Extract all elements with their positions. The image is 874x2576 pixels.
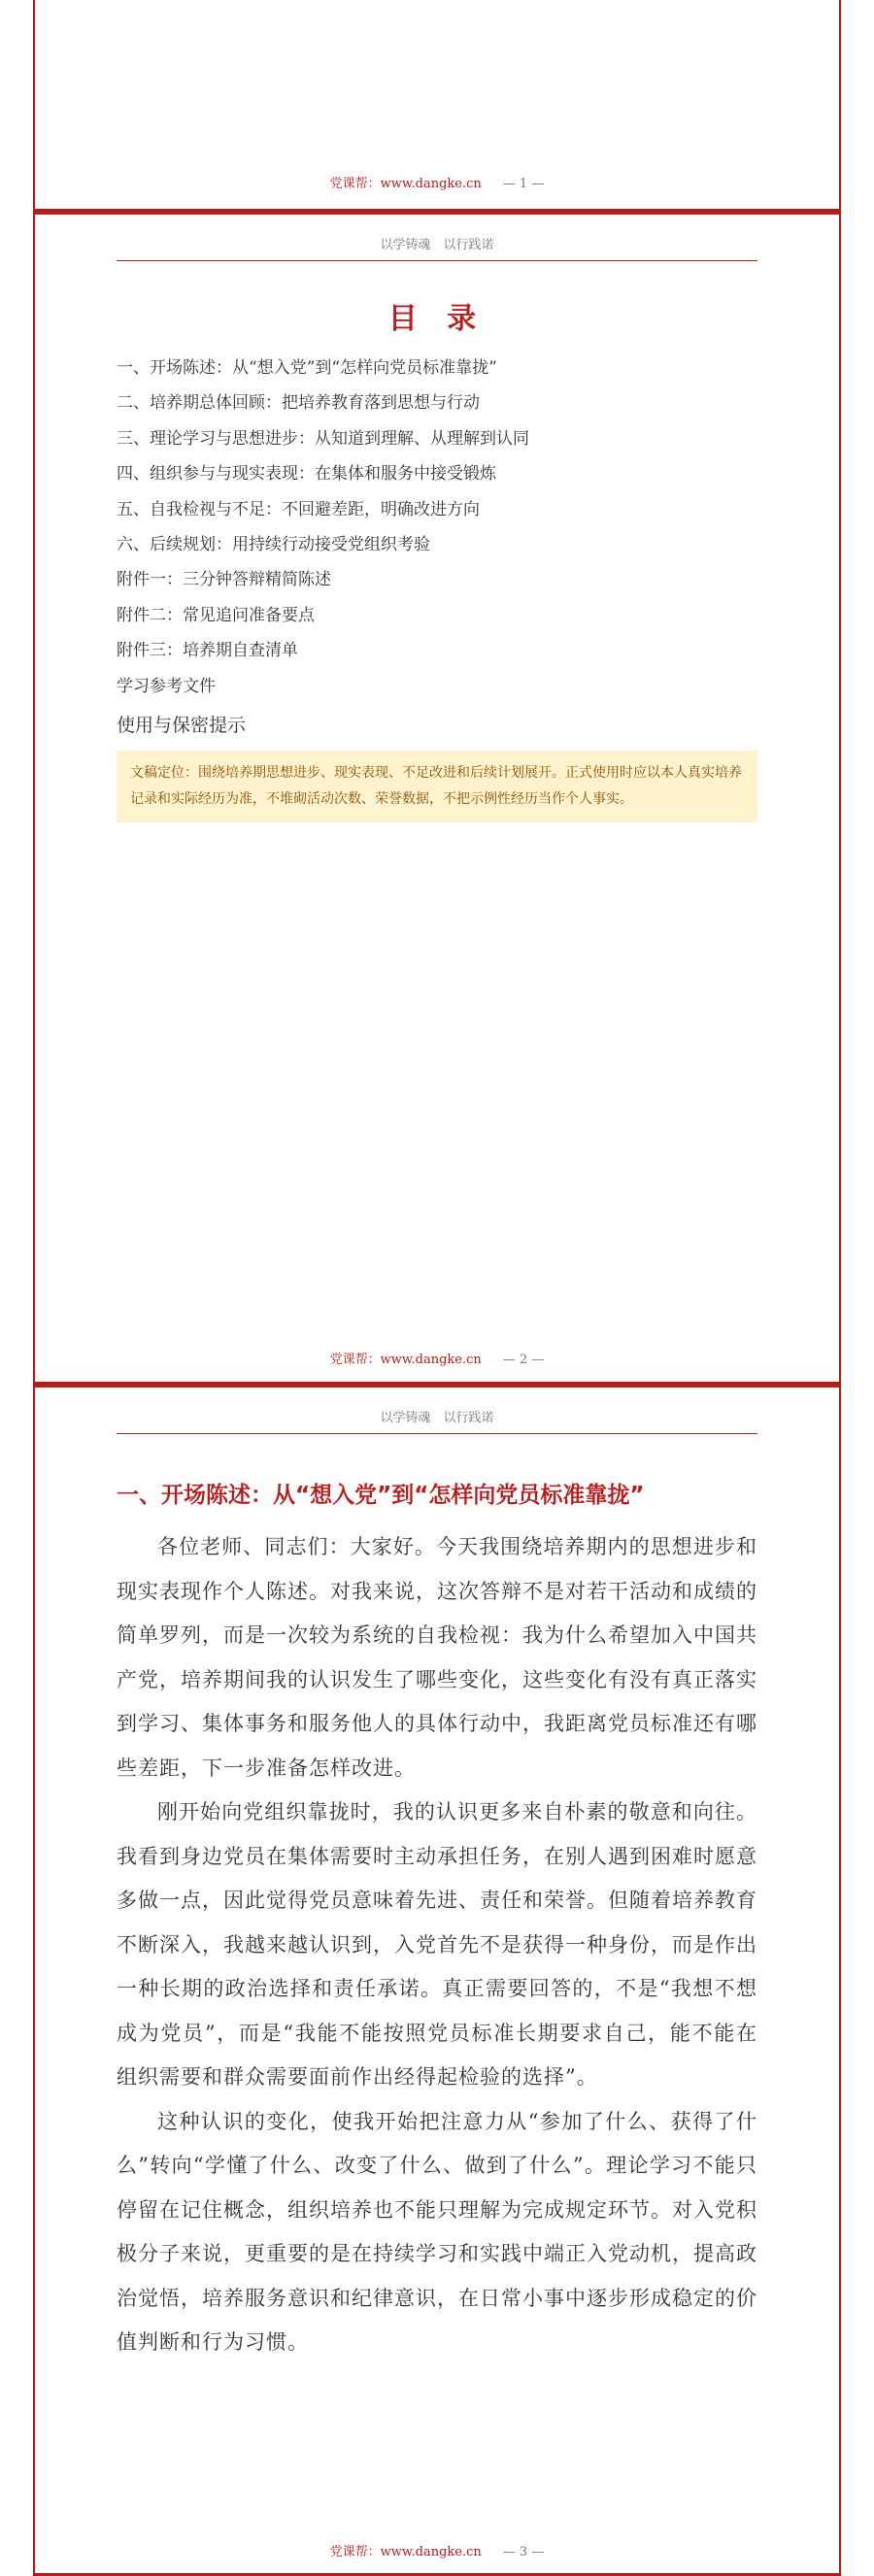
page-3	[33, 1385, 841, 2576]
page-2	[33, 212, 841, 1385]
positioning-notice: 文稿定位：围绕培养期思想进步、现实表现、不足改进和后续计划展开。正式使用时应以本人真实培养记录和实际经历为准，不堆砌活动次数、荣誉数据，不把示例性经历当作个人事实。	[117, 751, 757, 822]
footer-site: 党课帮：www.dangke.cn	[329, 177, 482, 191]
footer-site: 党课帮：www.dangke.cn	[329, 2545, 482, 2559]
toc-item[interactable]: 三、理论学习与思想进步：从知道到理解、从理解到认同	[117, 428, 529, 449]
page-number: — 1 —	[502, 177, 545, 191]
paragraph: 各位老师、同志们：大家好。今天我围绕培养期内的思想进步和现实表现作个人陈述。对我来说，这次答辩不是对若干活动和成绩的简单罗列，而是一次较为系统的自我检视：我为什么希望加入中国共产党，培养期间我的认识发生了哪些变化，这些变化有没有真正落实到学习、集体事务和服务他人的具体行动中，我距离党员标准还有哪些差距，下一步准备怎样改进。	[117, 1535, 757, 1780]
footer-site: 党课帮：www.dangke.cn	[329, 1353, 482, 1367]
toc-item[interactable]: 使用与保密提示	[117, 715, 247, 737]
section-body	[117, 1525, 757, 2365]
section-heading: 一、开场陈述：从“想入党”到“怎样向党员标准靠拢”	[117, 1483, 645, 1508]
toc-item[interactable]: 附件二：常见追问准备要点	[117, 605, 315, 625]
toc-item[interactable]: 四、组织参与与现实表现：在集体和服务中接受锻炼	[117, 464, 496, 485]
toc-item[interactable]: 五、自我检视与不足：不回避差距，明确改进方向	[117, 499, 480, 519]
toc-item[interactable]: 二、培养期总体回顾：把培养教育落到思想与行动	[117, 393, 480, 414]
toc-item[interactable]: 附件三：培养期自查清单	[117, 641, 298, 661]
toc-item[interactable]: 附件一：三分钟答辩精简陈述	[117, 570, 331, 590]
page-number: — 2 —	[502, 1353, 545, 1367]
paragraph: 这种认识的变化，使我开始把注意力从“参加了什么、获得了什么”转向“学懂了什么、改变了什么、做到了什么”。理论学习不能只停留在记住概念，组织培养也不能只理解为完成规定环节。对入党积极分子来说，更重要的是在持续学习和实践中端正入党动机，提高政治觉悟，培养服务意识和纪律意识，在日常小事中逐步形成稳定的价值判断和行为习惯。	[117, 2109, 757, 2354]
toc-item[interactable]: 学习参考文件	[117, 676, 216, 696]
toc-item[interactable]: 一、开场陈述：从“想入党”到“怎样向党员标准靠拢”	[117, 358, 497, 378]
toc-list	[117, 351, 757, 743]
page-footer	[35, 1349, 839, 1367]
page-footer	[35, 2541, 839, 2559]
toc-title: 目 录	[387, 302, 487, 336]
page-footer	[35, 173, 839, 191]
page-header: 以学铸魂 以行践诺	[117, 1407, 757, 1434]
paragraph: 刚开始向党组织靠拢时，我的认识更多来自朴素的敬意和向往。我看到身边党员在集体需要时主动承担任务，在别人遇到困难时愿意多做一点，因此觉得党员意味着先进、责任和荣誉。但随着培养教育不断深入，我越来越认识到，入党首先不是获得一种身份，而是作出一种长期的政治选择和责任承诺。真正需要回答的，不是“我想不想成为党员”，而是“我能不能按照党员标准长期要求自己，能不能在组织需要和群众需要面前作出经得起检验的选择”。	[117, 1800, 757, 2089]
page-header: 以学铸魂 以行践诺	[117, 234, 757, 261]
page-1	[33, 0, 841, 212]
toc-item[interactable]: 六、后续规划：用持续行动接受党组织考验	[117, 535, 430, 555]
page-number: — 3 —	[502, 2545, 545, 2559]
